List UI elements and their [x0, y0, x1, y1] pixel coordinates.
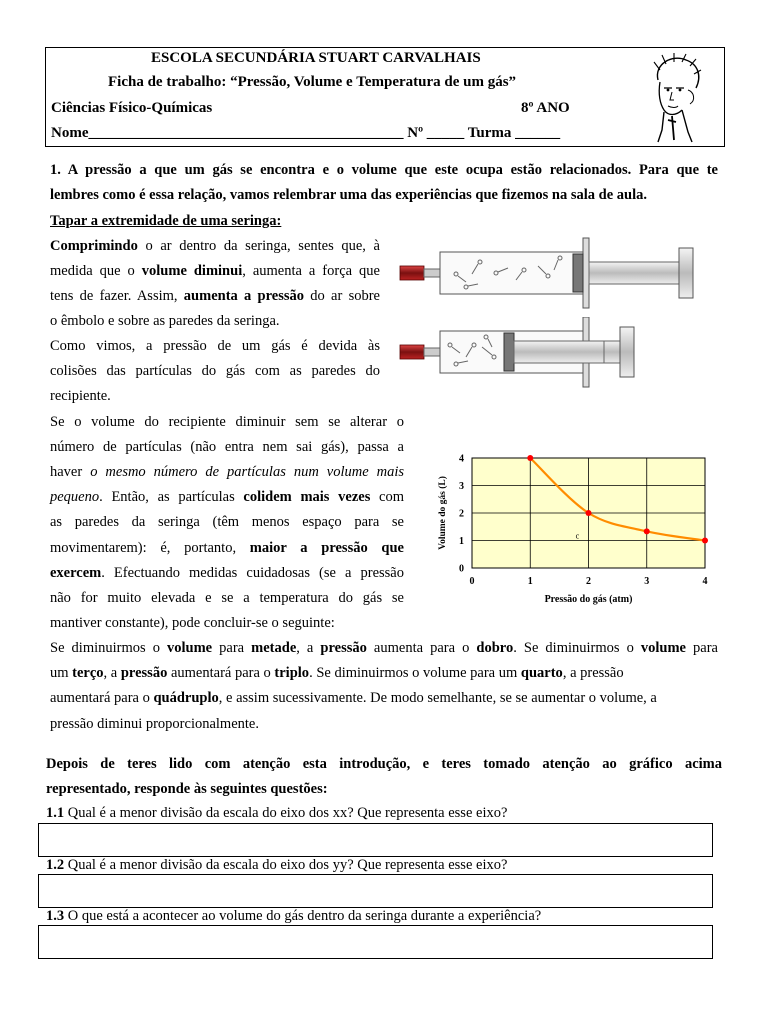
question-1-3: 1.3 O que está a acontecer ao volume do gás dentro da seringa durante a experiência?: [46, 908, 542, 924]
y-tick-label: 3: [459, 481, 464, 492]
p3-line4: pequeno. Então, as partículas colidem mais vezes com: [50, 489, 405, 505]
y-tick-label: 0: [459, 563, 464, 575]
x-tick-label: 2: [586, 576, 591, 587]
name-line: Nome__________________________________________ Nº _____ Turma ______: [51, 125, 561, 141]
data-point: [527, 455, 533, 461]
data-point: [644, 528, 650, 534]
x-axis-label: Pressão do gás (atm): [544, 594, 633, 605]
p4-line2: um terço, a pressão aumentará para o triplo. Se diminuirmos o volume para um quarto, a pressão: [50, 665, 624, 681]
data-point: [702, 538, 708, 544]
subject: Ciências Físico-Químicas: [51, 100, 213, 116]
p3-line6: movimentarem): é, portanto, maior a pressão que: [50, 540, 404, 556]
sheet-title: Ficha de trabalho: “Pressão, Volume e Temperatura de um gás”: [108, 74, 517, 90]
p1-line2: medida que o volume diminui, aumenta a força que: [50, 263, 380, 279]
questions-intro-line1: Depois de teres lido com atenção esta introdução, e teres tomado atenção ao gráfico acima: [46, 756, 722, 772]
p3-line5: as paredes da seringa (têm menos espaço para se: [50, 514, 404, 530]
q1-line2: lembres como é essa relação, vamos relembrar uma das experiências que fizemos na sala de aula.: [50, 187, 647, 203]
x-tick-label: 1: [527, 576, 533, 587]
header-box: [45, 47, 725, 147]
subheading: Tapar a extremidade de uma seringa:: [50, 213, 282, 229]
chart-annotation: c: [575, 531, 580, 541]
p4-line3: aumentará para o quádruplo, e assim sucessivamente. De modo semelhante, se se aumentar o volume, a: [50, 690, 657, 706]
syringe-illustration-2: [398, 317, 698, 391]
q1-line1: 1. A pressão a que um gás se encontra e o volume que este ocupa estão relacionados. Para que te: [50, 162, 718, 178]
question-1-1: 1.1 Qual é a menor divisão da escala do eixo dos xx? Que representa esse eixo?: [46, 805, 508, 821]
y-tick-label: 4: [459, 453, 464, 465]
pressure-volume-chart: [430, 446, 720, 612]
p3-line9: mantiver constante), pode concluir-se o seguinte:: [50, 615, 335, 631]
data-point: [586, 510, 592, 516]
x-tick-label: 3: [644, 576, 650, 587]
p3-line3: haver o mesmo número de partículas num volume mais: [50, 464, 405, 480]
p1-line4: o êmbolo e sobre as paredes da seringa.: [50, 313, 280, 329]
school-name: ESCOLA SECUNDÁRIA STUART CARVALHAIS: [151, 50, 481, 66]
y-tick-label: 1: [459, 536, 464, 547]
p3-line1: Se o volume do recipiente diminuir sem se alterar o: [50, 414, 404, 430]
answer-box-1-2[interactable]: [38, 874, 713, 908]
p1-line1: Comprimindo o ar dentro da seringa, sentes que, à: [50, 238, 380, 254]
p1-line3: tens de fazer. Assim, aumenta a pressão do ar sobre: [50, 288, 380, 304]
syringe-illustration-1: [398, 236, 698, 310]
questions-intro-line2: representado, responde às seguintes questões:: [46, 781, 328, 797]
p4-line1: Se diminuirmos o volume para metade, a pressão aumenta para o dobro. Se diminuirmos o volume para: [50, 640, 718, 656]
grade: 8º ANO: [521, 100, 570, 116]
p3-line7: exercem. Efectuando medidas cuidadosas (se a pressão: [50, 565, 404, 581]
y-axis-label: Volume do gás (L): [438, 476, 448, 550]
x-tick-label: 4: [702, 576, 708, 587]
answer-box-1-1[interactable]: [38, 823, 713, 857]
x-tick-label: 0: [469, 576, 475, 587]
p2-line2: colisões das partículas do gás com as paredes do: [50, 363, 380, 379]
y-tick-label: 2: [459, 508, 464, 520]
answer-box-1-3[interactable]: [38, 925, 713, 959]
p4-line4: pressão diminui proporcionalmente.: [50, 716, 259, 732]
p3-line2: número de partículas (não entra nem sai gás), passa a: [50, 439, 404, 455]
question-1-2: 1.2 Qual é a menor divisão da escala do eixo dos yy? Que representa esse eixo?: [46, 857, 508, 873]
portrait-sketch: [638, 50, 710, 144]
p3-line8: não for muito elevada e se a temperatura do gás se: [50, 590, 404, 606]
p2-line3: recipiente.: [50, 388, 111, 404]
p2-line1: Como vimos, a pressão de um gás é devida às: [50, 338, 380, 354]
